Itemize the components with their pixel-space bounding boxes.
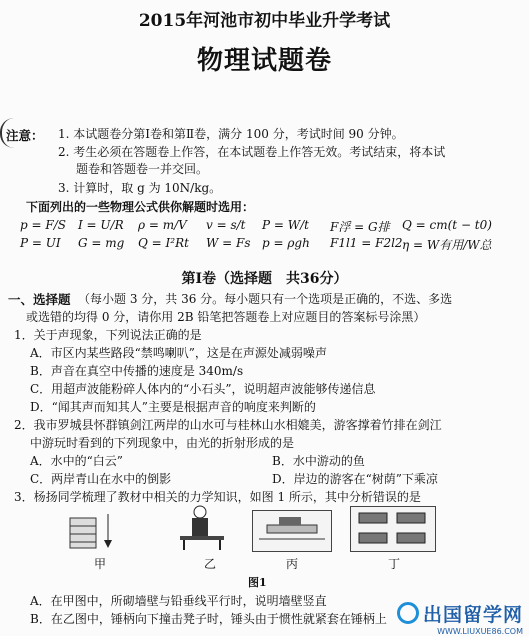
formula-2-6: F1l1 = F2l2 xyxy=(330,236,403,250)
note-item-2-cont: 题卷和答题卷一并交回。 xyxy=(76,162,209,176)
formula-2-7: η = W有用/W总 xyxy=(402,238,492,252)
watermark xyxy=(393,600,525,636)
q2-option-b: B．水中游动的鱼 xyxy=(272,454,365,468)
q2-stem-cont: 中游玩时看到的下列现象中，由光的折射形成的是 xyxy=(30,436,295,450)
note-item-1: 1. 本试题卷分第Ⅰ卷和第Ⅱ卷，满分 100 分，考试时间 90 分钟。 xyxy=(58,127,404,141)
formula-2-4: W = Fs xyxy=(206,236,251,250)
watermark-logo-icon xyxy=(397,602,419,624)
figure-label-yi: 乙 xyxy=(204,557,217,571)
q3-stem: 3．杨扬同学梳理了教材中相关的力学知识，如图 1 所示，其中分析错误的是 xyxy=(14,490,421,504)
section-instructions-1: （每小题 3 分，共 36 分。每小题只有一个选项是正确的，不选、多选 xyxy=(78,292,453,306)
note-item-3: 3. 计算时，取 g 为 10N/kg。 xyxy=(58,181,222,195)
formula-2-5: p = ρgh xyxy=(262,236,310,250)
q1-option-b: B．声音在真空中传播的速度是 340m/s xyxy=(30,364,244,378)
figure-caption: 图1 xyxy=(248,576,267,589)
figure-panel-jia xyxy=(68,510,128,550)
figure-panel-bing xyxy=(252,510,332,552)
formula-2-1: P = UI xyxy=(20,236,61,250)
watermark-url: WWW.LIUXUE86.COM xyxy=(437,627,523,636)
plumb-line-wall-icon xyxy=(68,510,128,550)
note-item-2: 2. 考生必须在答题卷上作答，在本试题卷上作答无效。考试结束，将本试 xyxy=(58,145,446,159)
exam-title: 2015年河池市初中毕业升学考试 xyxy=(138,11,391,31)
notes-label: 注意： xyxy=(6,128,44,143)
q1-stem: 1．关于声现象，下列说法正确的是 xyxy=(14,328,202,342)
formula-1-5: P = W/t xyxy=(262,218,309,232)
section-title: 第Ⅰ卷（选择题 共36分） xyxy=(181,271,348,287)
q3-option-a: A．在甲图中，所砌墙壁与铅垂线平行时，说明墙壁竖直 xyxy=(30,594,327,608)
watermark-brand: 出国留学网 xyxy=(422,604,523,626)
q2-option-c: C．两岸青山在水中的倒影 xyxy=(30,472,172,486)
formula-1-3: ρ = m/V xyxy=(138,218,187,232)
q3-option-b: B．在乙图中，锤柄向下撞击凳子时，锤头由于惯性就紧套在锤柄上 xyxy=(30,612,387,626)
formula-1-2: I = U/R xyxy=(78,218,124,232)
section-instructions-2: 或选错的均得 0 分，请你用 2B 铅笔把答题卷上对应题目的答案标号涂黑） xyxy=(26,310,426,324)
figure-label-ding: 丁 xyxy=(388,557,401,571)
formula-1-4: v = s/t xyxy=(206,218,246,232)
hammer-stool-icon xyxy=(174,504,234,552)
tablecloth-book-icon xyxy=(253,511,331,551)
q2-option-d: D．岸边的游客在“树荫”下乘凉 xyxy=(272,472,438,486)
formula-2-3: Q = I²Rt xyxy=(138,236,189,250)
formula-2-2: G = mg xyxy=(78,236,125,250)
q2-stem: 2．我市罗城县怀群镇剑江两岸的山水可与桂林山水相媲美，游客撑着竹排在剑江 xyxy=(14,418,442,432)
figure-panel-yi xyxy=(174,504,234,552)
figure-label-jia: 甲 xyxy=(94,557,107,571)
figure-panel-ding xyxy=(350,506,436,552)
formula-1-6: F浮 = G排 xyxy=(330,220,390,234)
magnet-cars-icon xyxy=(351,507,435,551)
q2-option-a: A．水中的“白云” xyxy=(30,454,123,468)
formula-intro: 下面列出的一些物理公式供你解题时选用： xyxy=(26,200,255,214)
formula-1-7: Q = cm(t − t0) xyxy=(402,218,492,232)
q1-option-a: A．市区内某些路段“禁鸣喇叭”，这是在声源处减弱噪声 xyxy=(30,346,327,360)
section-heading: 一、选择题 xyxy=(8,292,71,307)
q1-option-d: D．“闻其声而知其人”主要是根据声音的响度来判断的 xyxy=(30,400,316,414)
figure-label-bing: 丙 xyxy=(286,557,299,571)
paper-title: 物理试题卷 xyxy=(196,46,332,76)
q1-option-c: C．用超声波能粉碎人体内的“小石头”，说明超声波能够传递信息 xyxy=(30,382,376,396)
formula-1-1: p = F/S xyxy=(20,218,66,232)
